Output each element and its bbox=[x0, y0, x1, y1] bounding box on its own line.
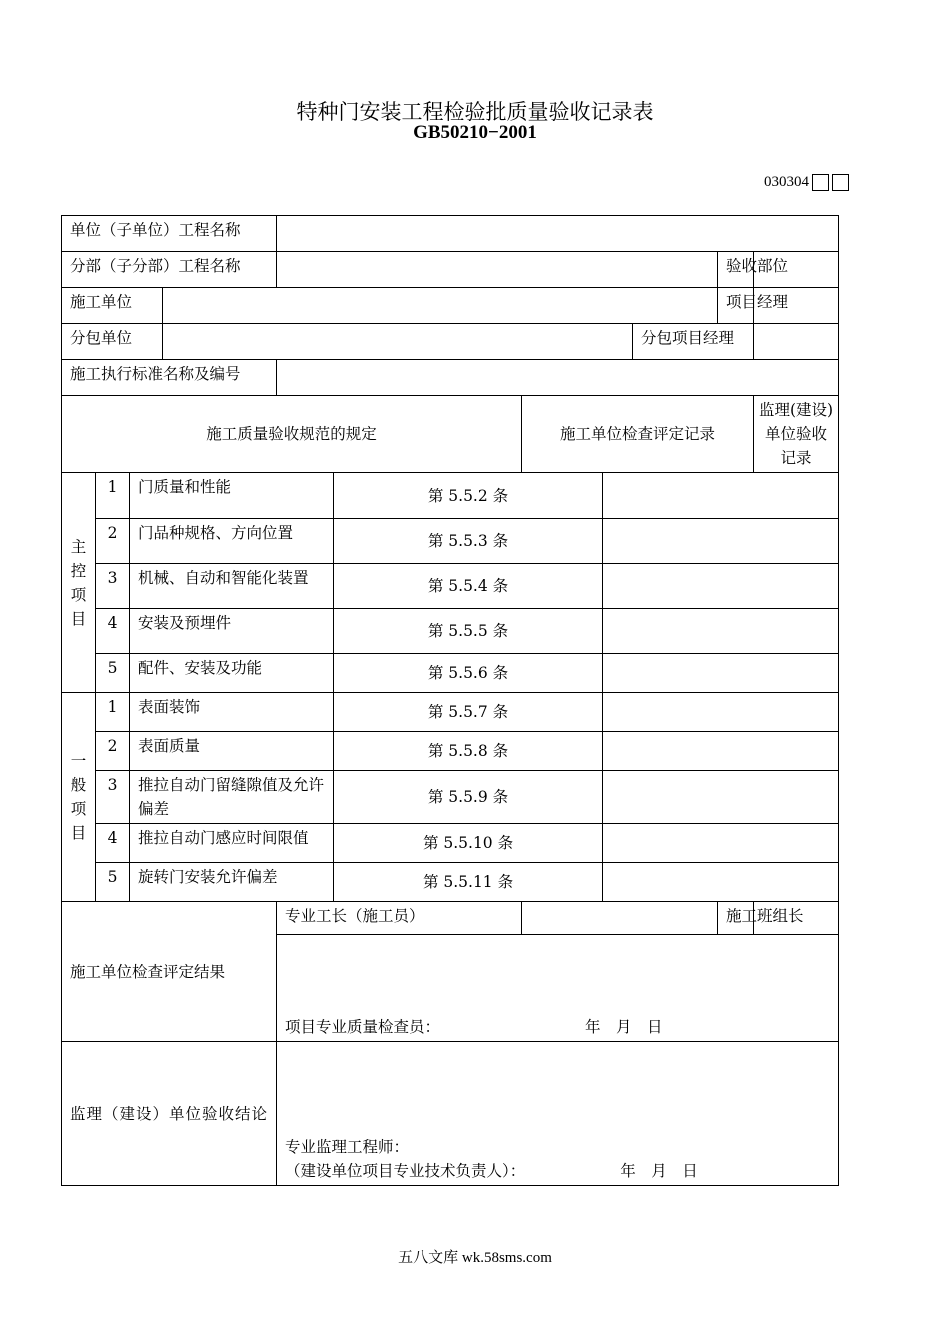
general-group-label: 一般项目 bbox=[62, 693, 96, 902]
main-item-clause: 第 5.5.6 条 bbox=[334, 654, 603, 693]
code-box-2[interactable] bbox=[832, 174, 849, 191]
owner-label: （建设单位项目专业技术负责人）： bbox=[285, 1162, 526, 1180]
foreman-label: 专业工长（施工员） bbox=[277, 902, 522, 935]
main-item-clause: 第 5.5.2 条 bbox=[334, 473, 603, 519]
main-item-clause: 第 5.5.3 条 bbox=[334, 519, 603, 564]
standard-code: GB50210−2001 bbox=[413, 122, 537, 143]
standard-name-label: 施工执行标准名称及编号 bbox=[62, 360, 277, 396]
main-item-check[interactable] bbox=[603, 609, 839, 654]
main-group-label: 主控项目 bbox=[62, 473, 96, 693]
main-item-check[interactable] bbox=[603, 519, 839, 564]
conclusion-date: 年 月 日 bbox=[620, 1162, 698, 1180]
conclusion-label: 监理（建设）单位验收结论 bbox=[62, 1042, 277, 1186]
supervision-header: 监理(建设)单位验收记录 bbox=[754, 396, 839, 473]
main-item-name: 门品种规格、方向位置 bbox=[130, 519, 334, 564]
form-code-text: 030304 bbox=[764, 174, 809, 190]
general-item-name: 推拉自动门感应时间限值 bbox=[130, 824, 334, 863]
inspection-form bbox=[61, 215, 839, 1186]
unit-project-value[interactable] bbox=[277, 216, 839, 252]
inspector-label: 项目专业质量检查员： bbox=[285, 1018, 441, 1036]
general-item-clause: 第 5.5.11 条 bbox=[334, 863, 603, 902]
main-item-no: 4 bbox=[96, 609, 130, 654]
general-item-clause: 第 5.5.9 条 bbox=[334, 771, 603, 824]
main-item-name: 机械、自动和智能化装置 bbox=[130, 564, 334, 609]
general-item-clause: 第 5.5.7 条 bbox=[334, 693, 603, 732]
code-box-1[interactable] bbox=[812, 174, 829, 191]
general-item-clause: 第 5.5.8 条 bbox=[334, 732, 603, 771]
project-manager-label: 项目经理 bbox=[718, 288, 754, 324]
form-title: 特种门安装工程检验批质量验收记录表 bbox=[296, 100, 654, 124]
general-item-check[interactable] bbox=[603, 771, 839, 824]
standard-name-value[interactable] bbox=[277, 360, 839, 396]
general-item-check[interactable] bbox=[603, 693, 839, 732]
general-item-name: 表面质量 bbox=[130, 732, 334, 771]
general-item-no: 3 bbox=[96, 771, 130, 824]
general-item-name: 旋转门安装允许偏差 bbox=[130, 863, 334, 902]
construction-unit-label: 施工单位 bbox=[62, 288, 163, 324]
main-item-check[interactable] bbox=[603, 564, 839, 609]
sub-project-label: 分部（子分部）工程名称 bbox=[62, 252, 277, 288]
subcontract-manager-label: 分包项目经理 bbox=[633, 324, 754, 360]
subcontract-unit-label: 分包单位 bbox=[62, 324, 163, 360]
engineer-label: 专业监理工程师： bbox=[285, 1138, 410, 1156]
general-item-check[interactable] bbox=[603, 824, 839, 863]
main-item-no: 2 bbox=[96, 519, 130, 564]
result-date: 年 月 日 bbox=[584, 1018, 663, 1036]
footer-watermark: 五八文库 wk.58sms.com bbox=[398, 1250, 552, 1266]
check-header: 施工单位检查评定记录 bbox=[522, 396, 754, 473]
conclusion-content[interactable] bbox=[277, 1042, 839, 1186]
foreman-value[interactable] bbox=[522, 902, 718, 935]
main-item-name: 门质量和性能 bbox=[130, 473, 334, 519]
result-content[interactable] bbox=[277, 935, 839, 1042]
general-item-check[interactable] bbox=[603, 732, 839, 771]
construction-unit-value[interactable] bbox=[163, 288, 718, 324]
subcontract-manager-value[interactable] bbox=[754, 324, 839, 360]
main-item-no: 5 bbox=[96, 654, 130, 693]
main-item-clause: 第 5.5.4 条 bbox=[334, 564, 603, 609]
general-item-no: 5 bbox=[96, 863, 130, 902]
team-leader-label: 施工班组长 bbox=[718, 902, 754, 935]
form-code bbox=[764, 174, 849, 191]
general-item-check[interactable] bbox=[603, 863, 839, 902]
main-item-no: 1 bbox=[96, 473, 130, 519]
main-item-check[interactable] bbox=[603, 654, 839, 693]
general-item-clause: 第 5.5.10 条 bbox=[334, 824, 603, 863]
general-item-no: 1 bbox=[96, 693, 130, 732]
result-label: 施工单位检查评定结果 bbox=[62, 902, 277, 1042]
spec-header: 施工质量验收规范的规定 bbox=[62, 396, 522, 473]
main-item-clause: 第 5.5.5 条 bbox=[334, 609, 603, 654]
accept-part-label: 验收部位 bbox=[718, 252, 754, 288]
main-item-name: 安装及预埋件 bbox=[130, 609, 334, 654]
general-item-no: 2 bbox=[96, 732, 130, 771]
main-item-name: 配件、安装及功能 bbox=[130, 654, 334, 693]
unit-project-label: 单位（子单位）工程名称 bbox=[62, 216, 277, 252]
general-item-name: 表面装饰 bbox=[130, 693, 334, 732]
general-item-no: 4 bbox=[96, 824, 130, 863]
subcontract-unit-value[interactable] bbox=[163, 324, 633, 360]
main-item-no: 3 bbox=[96, 564, 130, 609]
sub-project-value[interactable] bbox=[277, 252, 718, 288]
general-item-name: 推拉自动门留缝隙值及允许偏差 bbox=[130, 771, 334, 824]
main-item-check[interactable] bbox=[603, 473, 839, 519]
